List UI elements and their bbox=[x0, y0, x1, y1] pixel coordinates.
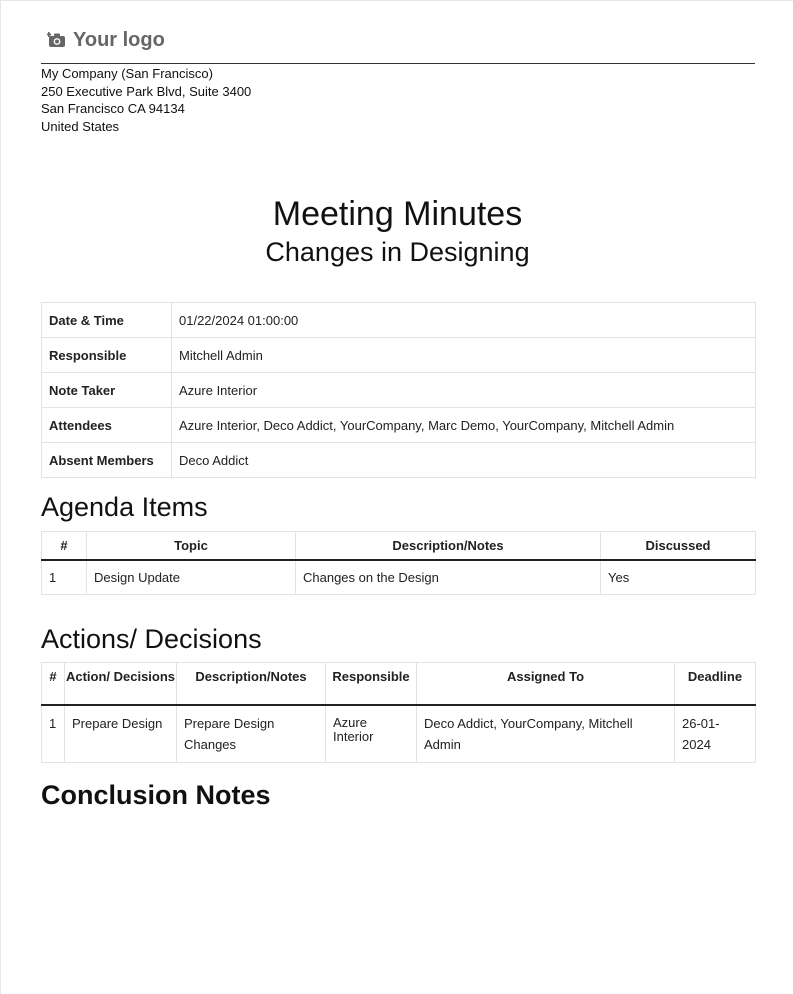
table-cell: Changes on the Design bbox=[296, 560, 601, 595]
column-header: Deadline bbox=[675, 663, 756, 705]
company-logo bbox=[47, 25, 165, 55]
info-value: Azure Interior, Deco Addict, YourCompany, Marc Demo, YourCompany, Mitchell Admin bbox=[172, 408, 756, 443]
table-cell: Design Update bbox=[87, 560, 296, 595]
table-header-row bbox=[42, 663, 756, 705]
document-title: Meeting Minutes bbox=[272, 195, 523, 233]
table-row bbox=[42, 303, 756, 338]
column-header: Description/Notes bbox=[177, 663, 326, 705]
meeting-info-table bbox=[41, 302, 756, 478]
conclusion-heading: Conclusion Notes bbox=[41, 780, 271, 810]
table-cell: Prepare Design bbox=[65, 705, 177, 763]
table-cell: Yes bbox=[601, 560, 756, 595]
info-value: Mitchell Admin bbox=[172, 338, 756, 373]
info-label: Responsible bbox=[42, 338, 172, 373]
column-header: Description/Notes bbox=[296, 532, 601, 560]
table-row bbox=[42, 443, 756, 478]
info-label: Note Taker bbox=[42, 373, 172, 408]
company-address bbox=[41, 65, 251, 135]
column-header: Responsible bbox=[326, 663, 417, 705]
table-row bbox=[42, 373, 756, 408]
table-cell: Deco Addict, YourCompany, Mitchell Admin bbox=[417, 705, 675, 763]
company-city: San Francisco CA 94134 bbox=[41, 101, 185, 116]
column-header: Topic bbox=[87, 532, 296, 560]
actions-heading: Actions/ Decisions bbox=[41, 624, 262, 654]
header-divider bbox=[41, 63, 755, 64]
info-label: Date & Time bbox=[42, 303, 172, 338]
info-label: Attendees bbox=[42, 408, 172, 443]
company-country: United States bbox=[41, 118, 120, 134]
company-street: 250 Executive Park Blvd, Suite 3400 bbox=[41, 83, 252, 99]
column-header: # bbox=[42, 532, 87, 560]
company-name: My Company (San Francisco) bbox=[41, 66, 213, 81]
logo-text: Your logo bbox=[73, 28, 165, 51]
agenda-table bbox=[41, 531, 756, 595]
info-value: Azure Interior bbox=[172, 373, 756, 408]
column-header: Action/ Decisions bbox=[65, 663, 177, 705]
info-value: Deco Addict bbox=[172, 443, 756, 478]
document-subtitle: Changes in Designing bbox=[265, 237, 530, 267]
column-header: Assigned To bbox=[417, 663, 675, 705]
info-value: 01/22/2024 01:00:00 bbox=[172, 303, 756, 338]
table-row bbox=[42, 560, 756, 595]
info-label: Absent Members bbox=[42, 443, 172, 478]
actions-table bbox=[41, 662, 756, 763]
column-header: Discussed bbox=[601, 532, 756, 560]
table-row bbox=[42, 705, 756, 763]
column-header: # bbox=[42, 663, 65, 705]
table-cell: 26-01-2024 bbox=[675, 705, 756, 763]
table-row bbox=[42, 338, 756, 373]
table-row bbox=[42, 408, 756, 443]
camera-icon bbox=[47, 30, 67, 50]
table-header-row bbox=[42, 532, 756, 560]
table-cell: Prepare Design Changes bbox=[177, 705, 326, 763]
table-cell: 1 bbox=[42, 560, 87, 595]
table-cell: Azure Interior bbox=[326, 705, 417, 763]
agenda-heading: Agenda Items bbox=[41, 492, 208, 522]
title-block bbox=[1, 193, 793, 269]
table-cell: 1 bbox=[42, 705, 65, 763]
